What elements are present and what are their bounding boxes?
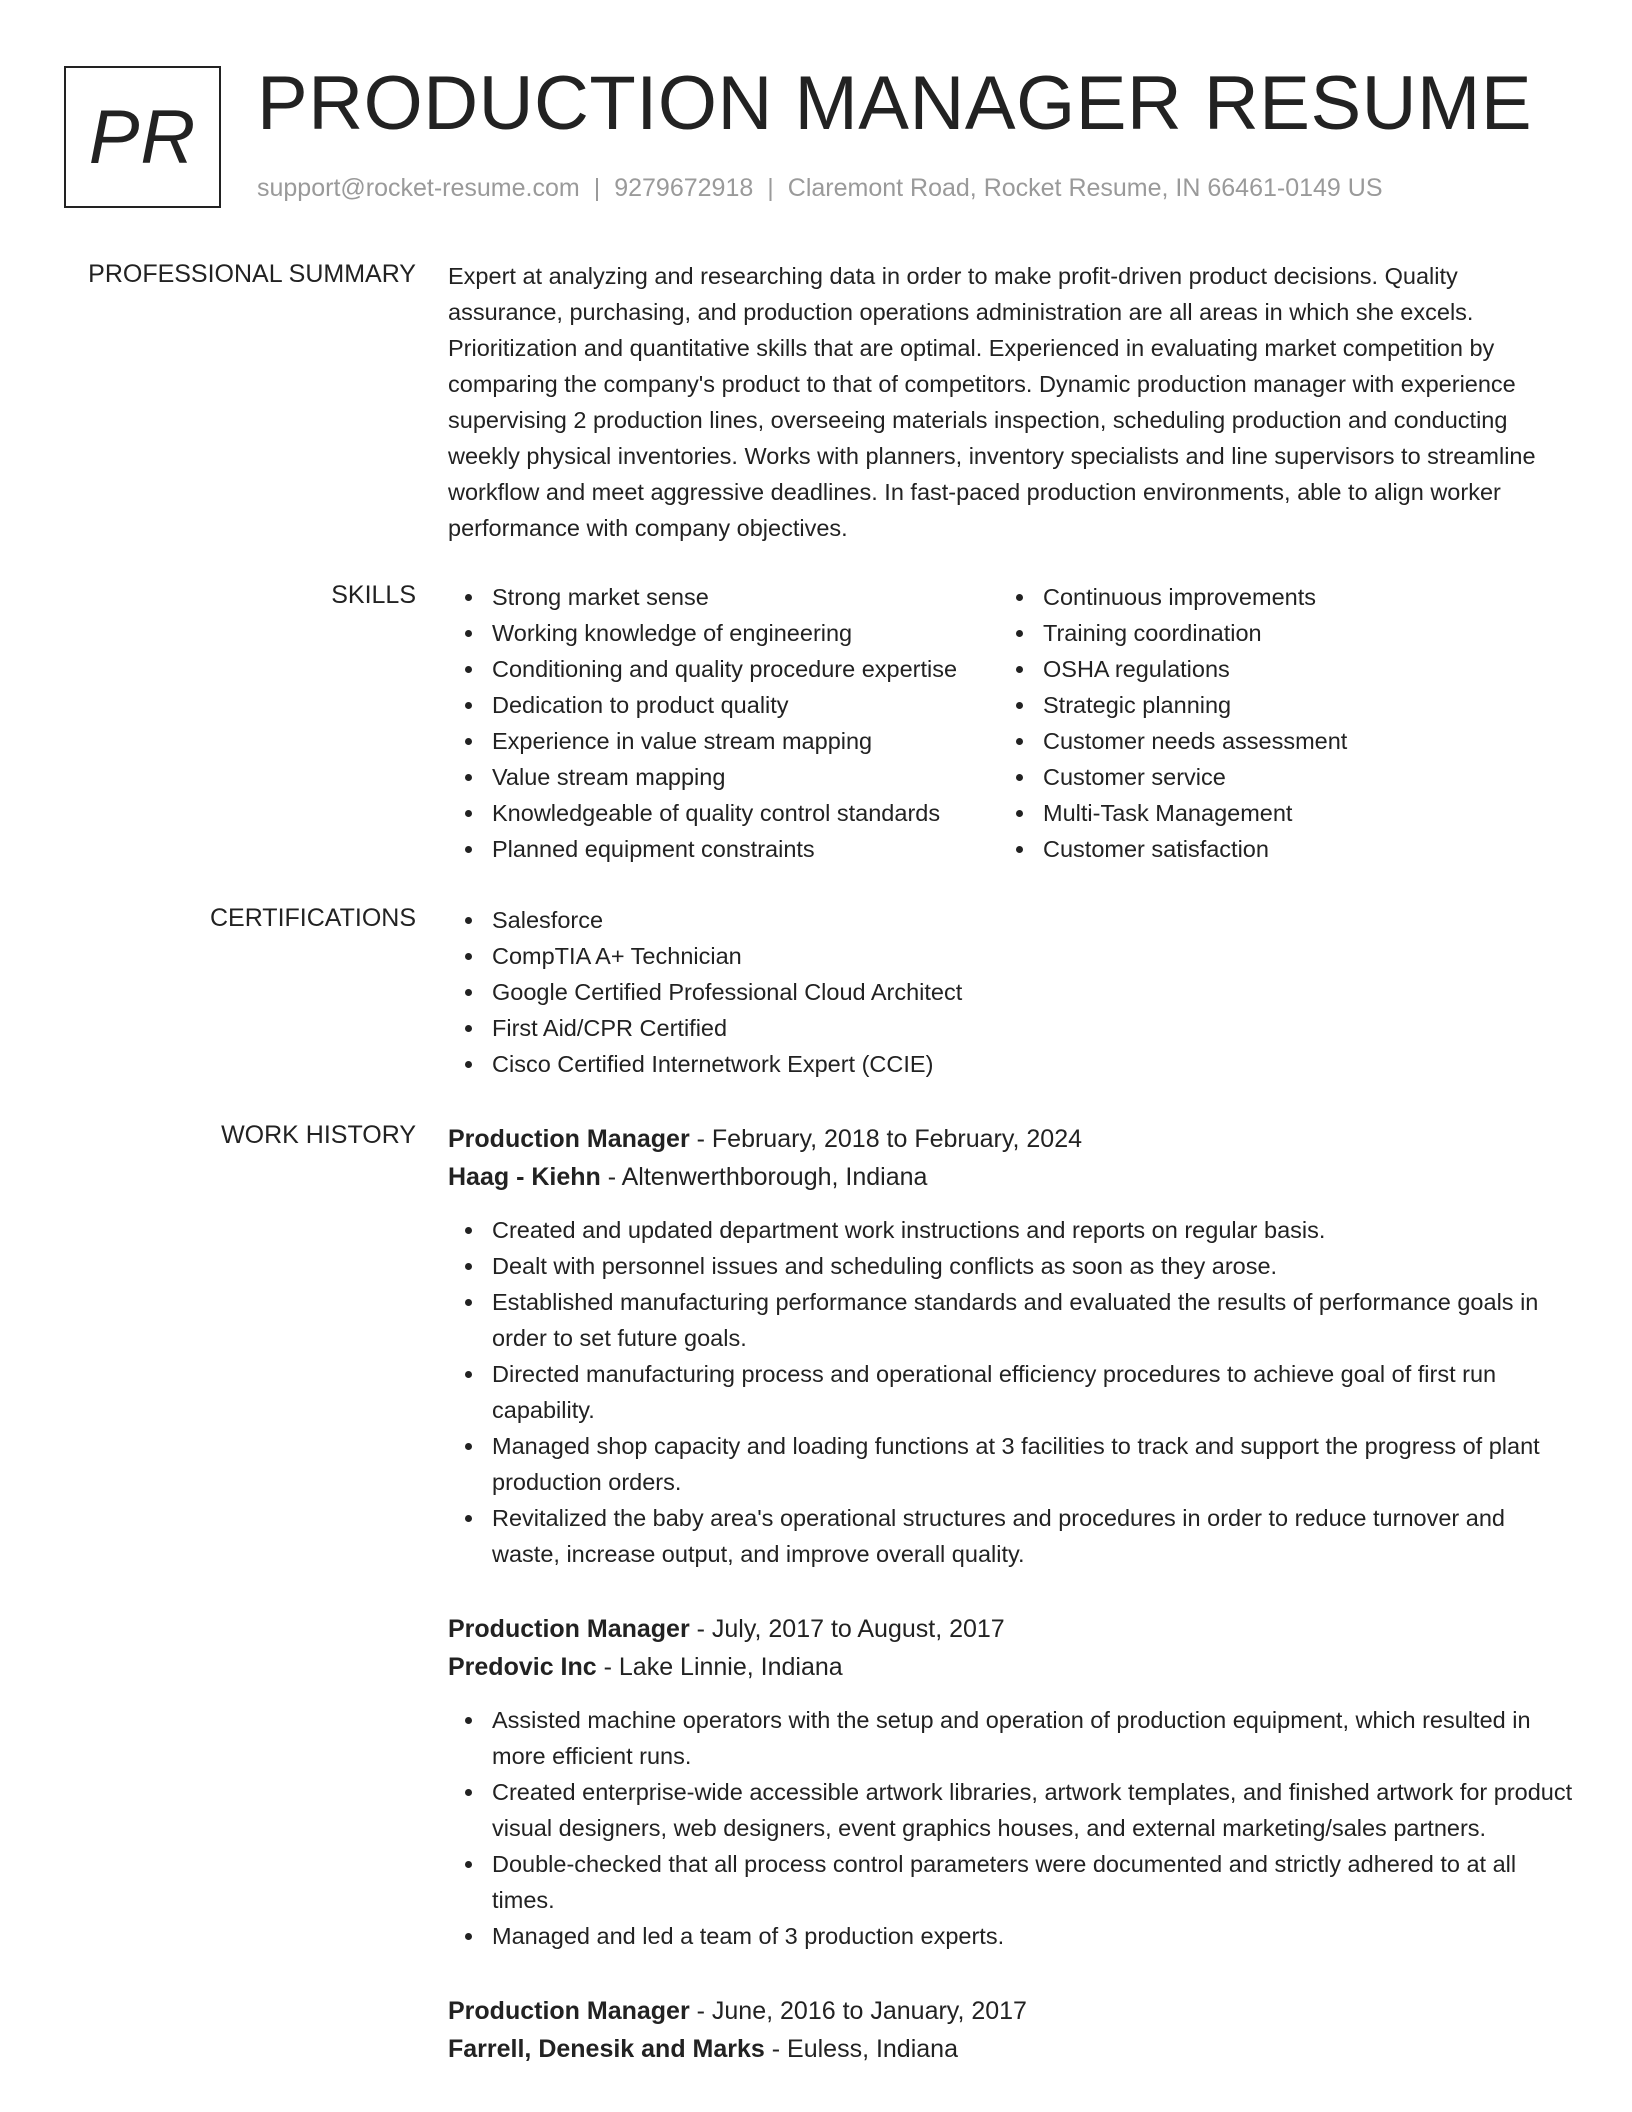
list-item: Managed and led a team of 3 production experts.	[448, 1918, 1574, 1954]
list-item: Strategic planning	[999, 687, 1550, 723]
skills-list-left	[448, 579, 999, 867]
contact-separator: |	[767, 174, 774, 202]
job-role-line	[448, 1610, 1574, 1648]
job-entry	[448, 1610, 1574, 1954]
job-dates: - June, 2016 to January, 2017	[689, 1997, 1027, 2025]
list-item: Directed manufacturing process and operational efficiency procedures to achieve goal of first run capability.	[448, 1356, 1574, 1428]
list-item: Established manufacturing performance standards and evaluated the results of performance goals in order to set future goals.	[448, 1284, 1574, 1356]
work-history-body	[448, 1120, 1574, 2106]
contact-line	[257, 174, 1383, 203]
job-bullets	[448, 1212, 1574, 1572]
monogram-logo: PR	[64, 66, 221, 208]
certifications-list	[448, 902, 1574, 1082]
job-company-line	[448, 1648, 1574, 1686]
job-location: - Euless, Indiana	[764, 2035, 958, 2063]
section-title-certifications: CERTIFICATIONS	[209, 904, 416, 932]
list-item: First Aid/CPR Certified	[448, 1010, 1574, 1046]
list-item: Working knowledge of engineering	[448, 615, 999, 651]
contact-email: support@rocket-resume.com	[257, 174, 580, 202]
list-item: Experience in value stream mapping	[448, 723, 999, 759]
job-company: Farrell, Denesik and Marks	[448, 2035, 765, 2063]
job-dates: - February, 2018 to February, 2024	[689, 1125, 1083, 1153]
skills-column-left	[448, 579, 999, 867]
contact-address: Claremont Road, Rocket Resume, IN 66461-0149 US	[787, 174, 1383, 202]
summary-text: Expert at analyzing and researching data in order to make profit-driven product decisions. Quality assurance, purchasing, and production operations administration are all areas in which she excels. Prioritization and quantitative skills that are optimal. Experienced in evaluating market competition by comparing the company's product to that of competitors. Dynamic production manager with experience supervising 2 production lines, overseeing materials inspection, scheduling production and conducting weekly physical inventories. Works with planners, inventory specialists and line supervisors to streamline workflow and meet aggressive deadlines. In fast-paced production environments, able to align worker performance with company objectives.	[448, 263, 1536, 541]
job-role: Production Manager	[448, 1615, 690, 1643]
job-role-line	[448, 1120, 1574, 1158]
resume-header	[64, 61, 1584, 210]
summary-body	[448, 258, 1574, 546]
skills-column-right	[999, 579, 1550, 867]
list-item: Customer service	[999, 759, 1550, 795]
skills-body	[448, 579, 1574, 867]
list-item: Customer satisfaction	[999, 831, 1550, 867]
job-role-line	[448, 1992, 1574, 2030]
job-company-line	[448, 1158, 1574, 1196]
section-title-work-history: WORK HISTORY	[221, 1121, 416, 1149]
job-bullets	[448, 1702, 1574, 1954]
job-company: Haag - Kiehn	[448, 1163, 601, 1191]
list-item: Training coordination	[999, 615, 1550, 651]
list-item: Continuous improvements	[999, 579, 1550, 615]
list-item: Google Certified Professional Cloud Architect	[448, 974, 1574, 1010]
list-item: CompTIA A+ Technician	[448, 938, 1574, 974]
job-company-line	[448, 2030, 1574, 2068]
resume-title: PRODUCTION MANAGER RESUME	[257, 61, 1533, 146]
list-item: Salesforce	[448, 902, 1574, 938]
list-item: Multi-Task Management	[999, 795, 1550, 831]
list-item: OSHA regulations	[999, 651, 1550, 687]
list-item: Created and updated department work instructions and reports on regular basis.	[448, 1212, 1574, 1248]
contact-phone: 9279672918	[614, 174, 754, 202]
job-location: - Lake Linnie, Indiana	[596, 1653, 843, 1681]
list-item: Value stream mapping	[448, 759, 999, 795]
job-entry	[448, 1992, 1574, 2068]
list-item: Managed shop capacity and loading functions at 3 facilities to track and support the progress of plant production orders.	[448, 1428, 1574, 1500]
job-location: - Altenwerthborough, Indiana	[600, 1163, 928, 1191]
list-item: Created enterprise-wide accessible artwork libraries, artwork templates, and finished artwork for product visual designers, web designers, event graphics houses, and external marketing/sales partners.	[448, 1774, 1574, 1846]
list-item: Dedication to product quality	[448, 687, 999, 723]
section-title-skills: SKILLS	[331, 581, 416, 609]
job-dates: - July, 2017 to August, 2017	[689, 1615, 1005, 1643]
list-item: Cisco Certified Internetwork Expert (CCIE)	[448, 1046, 1574, 1082]
list-item: Revitalized the baby area's operational structures and procedures in order to reduce turnover and waste, increase output, and improve overall quality.	[448, 1500, 1574, 1572]
list-item: Strong market sense	[448, 579, 999, 615]
list-item: Double-checked that all process control parameters were documented and strictly adhered to at all times.	[448, 1846, 1574, 1918]
list-item: Knowledgeable of quality control standards	[448, 795, 999, 831]
job-role: Production Manager	[448, 1997, 690, 2025]
list-item: Customer needs assessment	[999, 723, 1550, 759]
section-title-summary: PROFESSIONAL SUMMARY	[88, 260, 416, 288]
list-item: Assisted machine operators with the setup and operation of production equipment, which resulted in more efficient runs.	[448, 1702, 1574, 1774]
contact-separator: |	[593, 174, 601, 202]
job-company: Predovic Inc	[448, 1653, 597, 1681]
list-item: Conditioning and quality procedure expertise	[448, 651, 999, 687]
skills-list-right	[999, 579, 1550, 867]
list-item: Dealt with personnel issues and scheduling conflicts as soon as they arose.	[448, 1248, 1574, 1284]
job-role: Production Manager	[448, 1125, 690, 1153]
job-entry	[448, 1120, 1574, 1572]
certifications-body	[448, 902, 1574, 1082]
list-item: Planned equipment constraints	[448, 831, 999, 867]
